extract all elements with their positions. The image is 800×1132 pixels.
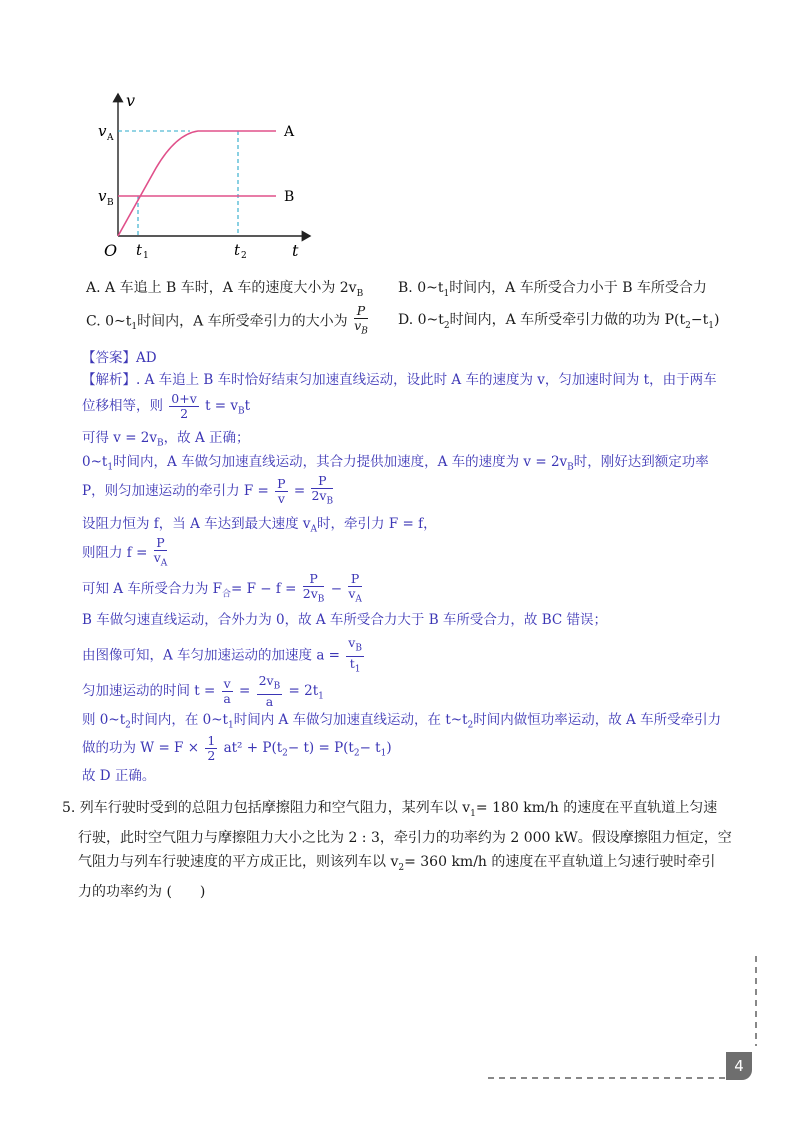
vB-label-sub: B — [107, 198, 114, 208]
t2-label: t — [234, 241, 241, 259]
answer-title: 【答案】AD — [82, 350, 157, 366]
question-5-line-4: 力的功率约为 ( ) — [78, 883, 206, 900]
explanation-line-5: P，则匀加速运动的牵引力 F = $\frac{P}{v}$ = $\frac{P}{2v_B}$ — [82, 473, 334, 507]
option-B: B. $0\sim t_1$时间内，A 车所受合力小于 B 车所受合力 — [398, 280, 707, 299]
explanation-line-6: 设阻力恒为 f，当 A 车达到最大速度 $v_A$时，牵引力 F = f， — [82, 516, 437, 535]
fraction-vB-over-t1: $\frac{v_B}{t_1}$ — [348, 635, 362, 674]
question-5 — [62, 796, 752, 904]
fraction-P-over-2vB: $\frac{P}{2v_B}$ — [311, 473, 334, 507]
fraction-P-over-2vB-2: $\frac{P}{2v_B}$ — [302, 571, 325, 605]
t1-label-sub: 1 — [143, 251, 149, 261]
question-5-line-3: 气阻力与列车行驶速度的平方成正比，则该列车以 $v_2= 360$ km/h 的速度在平直轨道上匀速行驶时牵引 — [78, 853, 716, 873]
fraction-P-over-vA-2: $\frac{P}{v_A}$ — [348, 571, 362, 605]
vA-label: v — [98, 122, 107, 140]
explanation-line-10: 由图像可知，A 车匀加速运动的加速度 a = $\frac{v_B}{t_1}$ — [82, 635, 362, 674]
question-5-line-1: 5. 列车行驶时受到的总阻力包括摩擦阻力和空气阻力，某列车以 $v_1= 180$ km/h 的速度在平直轨道上匀速 — [62, 800, 718, 819]
explanation-line-13: 做的功为 W = F × $\frac{1}{2}$ $at^2 + P(t_2- t) = P(t_2- t_1)$ — [82, 733, 392, 763]
fraction-P-over-v: $\frac{P}{v}$ — [277, 475, 286, 506]
v-axis-label: v — [126, 91, 136, 110]
option-D: D. $0\sim t_2$时间内，A 车所受牵引力做的功为 $P(t_2-t_1)$ — [398, 312, 720, 331]
explanation-line-7: 则阻力 f = $\frac{P}{v_A}$ — [82, 535, 168, 569]
option-C: C. $0\sim t_1$时间内，A 车所受牵引力的大小为 $\frac{P}{v_B}$ — [86, 303, 368, 337]
velocity-time-graph — [88, 86, 318, 266]
option-A: A. A 车追上 B 车时，A 车的速度大小为 $2v_B$ — [86, 280, 364, 299]
question-5-line-2: 行驶，此时空气阻力与摩擦阻力大小之比为 2 : 3，牵引力的功率约为 2 000 kW。假设摩擦阻力恒定，空 — [78, 829, 732, 846]
explanation-line-3: 可得 $v = 2v_B$，故 A 正确； — [82, 430, 250, 449]
curve-A — [118, 131, 276, 236]
explanation-line-11: 匀加速运动的时间 t = $\frac{v}{a}$ = $\frac{2v_B}{a}$ = $2t_1$ — [82, 673, 324, 709]
explanation-line-4: $0\sim t_1$时间内，A 车做匀加速直线运动，其合力提供加速度，A 车的速度为 $v = 2v_B$时，刚好达到额定功率 — [82, 454, 709, 473]
explanation-line-1: 【解析】. A 车追上 B 车时恰好结束匀加速直线运动，设此时 A 车的速度为 v，匀加速时间为 t，由于两车 — [82, 372, 717, 388]
fraction-avg-velocity: $\frac{0+v}{2}$ — [171, 391, 197, 421]
explanation-line-9: B 车做匀速直线运动，合外力为 0，故 A 车所受合力大于 B 车所受合力，故 BC 错误； — [82, 612, 608, 628]
label-B: B — [284, 189, 295, 205]
page-number: 4 — [726, 1052, 752, 1080]
explanation-line-2: 位移相等，则 $\frac{0+v}{2}$ $t = v_Bt$ — [82, 391, 251, 421]
explanation-line-8: 可知 A 车所受合力为 $F_合= F - f$ = $\frac{P}{2v_B}$ − $\frac{P}{v_A}$ — [82, 571, 362, 605]
label-A: A — [284, 124, 295, 140]
vA-label-sub: A — [107, 133, 114, 143]
fraction-v-over-a: $\frac{v}{a}$ — [223, 675, 231, 706]
origin-label: O — [104, 241, 118, 260]
fraction-one-half: $\frac{1}{2}$ — [207, 733, 216, 763]
explanation-line-14: 故 D 正确。 — [82, 768, 156, 784]
fraction-P-over-vA: $\frac{P}{v_A}$ — [153, 535, 168, 569]
explanation-line-12: 则 $0\sim t_2$时间内，在 $0\sim t_1$时间内 A 车做匀加速直线运动，在 $t\sim t_2$时间内做恒功率运动，故 A 车所受牵引力 — [82, 712, 722, 731]
vB-label: v — [98, 187, 107, 205]
t1-label: t — [136, 241, 143, 259]
option-C-fraction: $\frac{P}{v_B}$ — [354, 303, 368, 337]
t-axis-label: t — [292, 241, 299, 260]
fraction-2vB-over-a: $\frac{2v_B}{a}$ — [258, 673, 281, 709]
t2-label-sub: 2 — [241, 251, 247, 261]
